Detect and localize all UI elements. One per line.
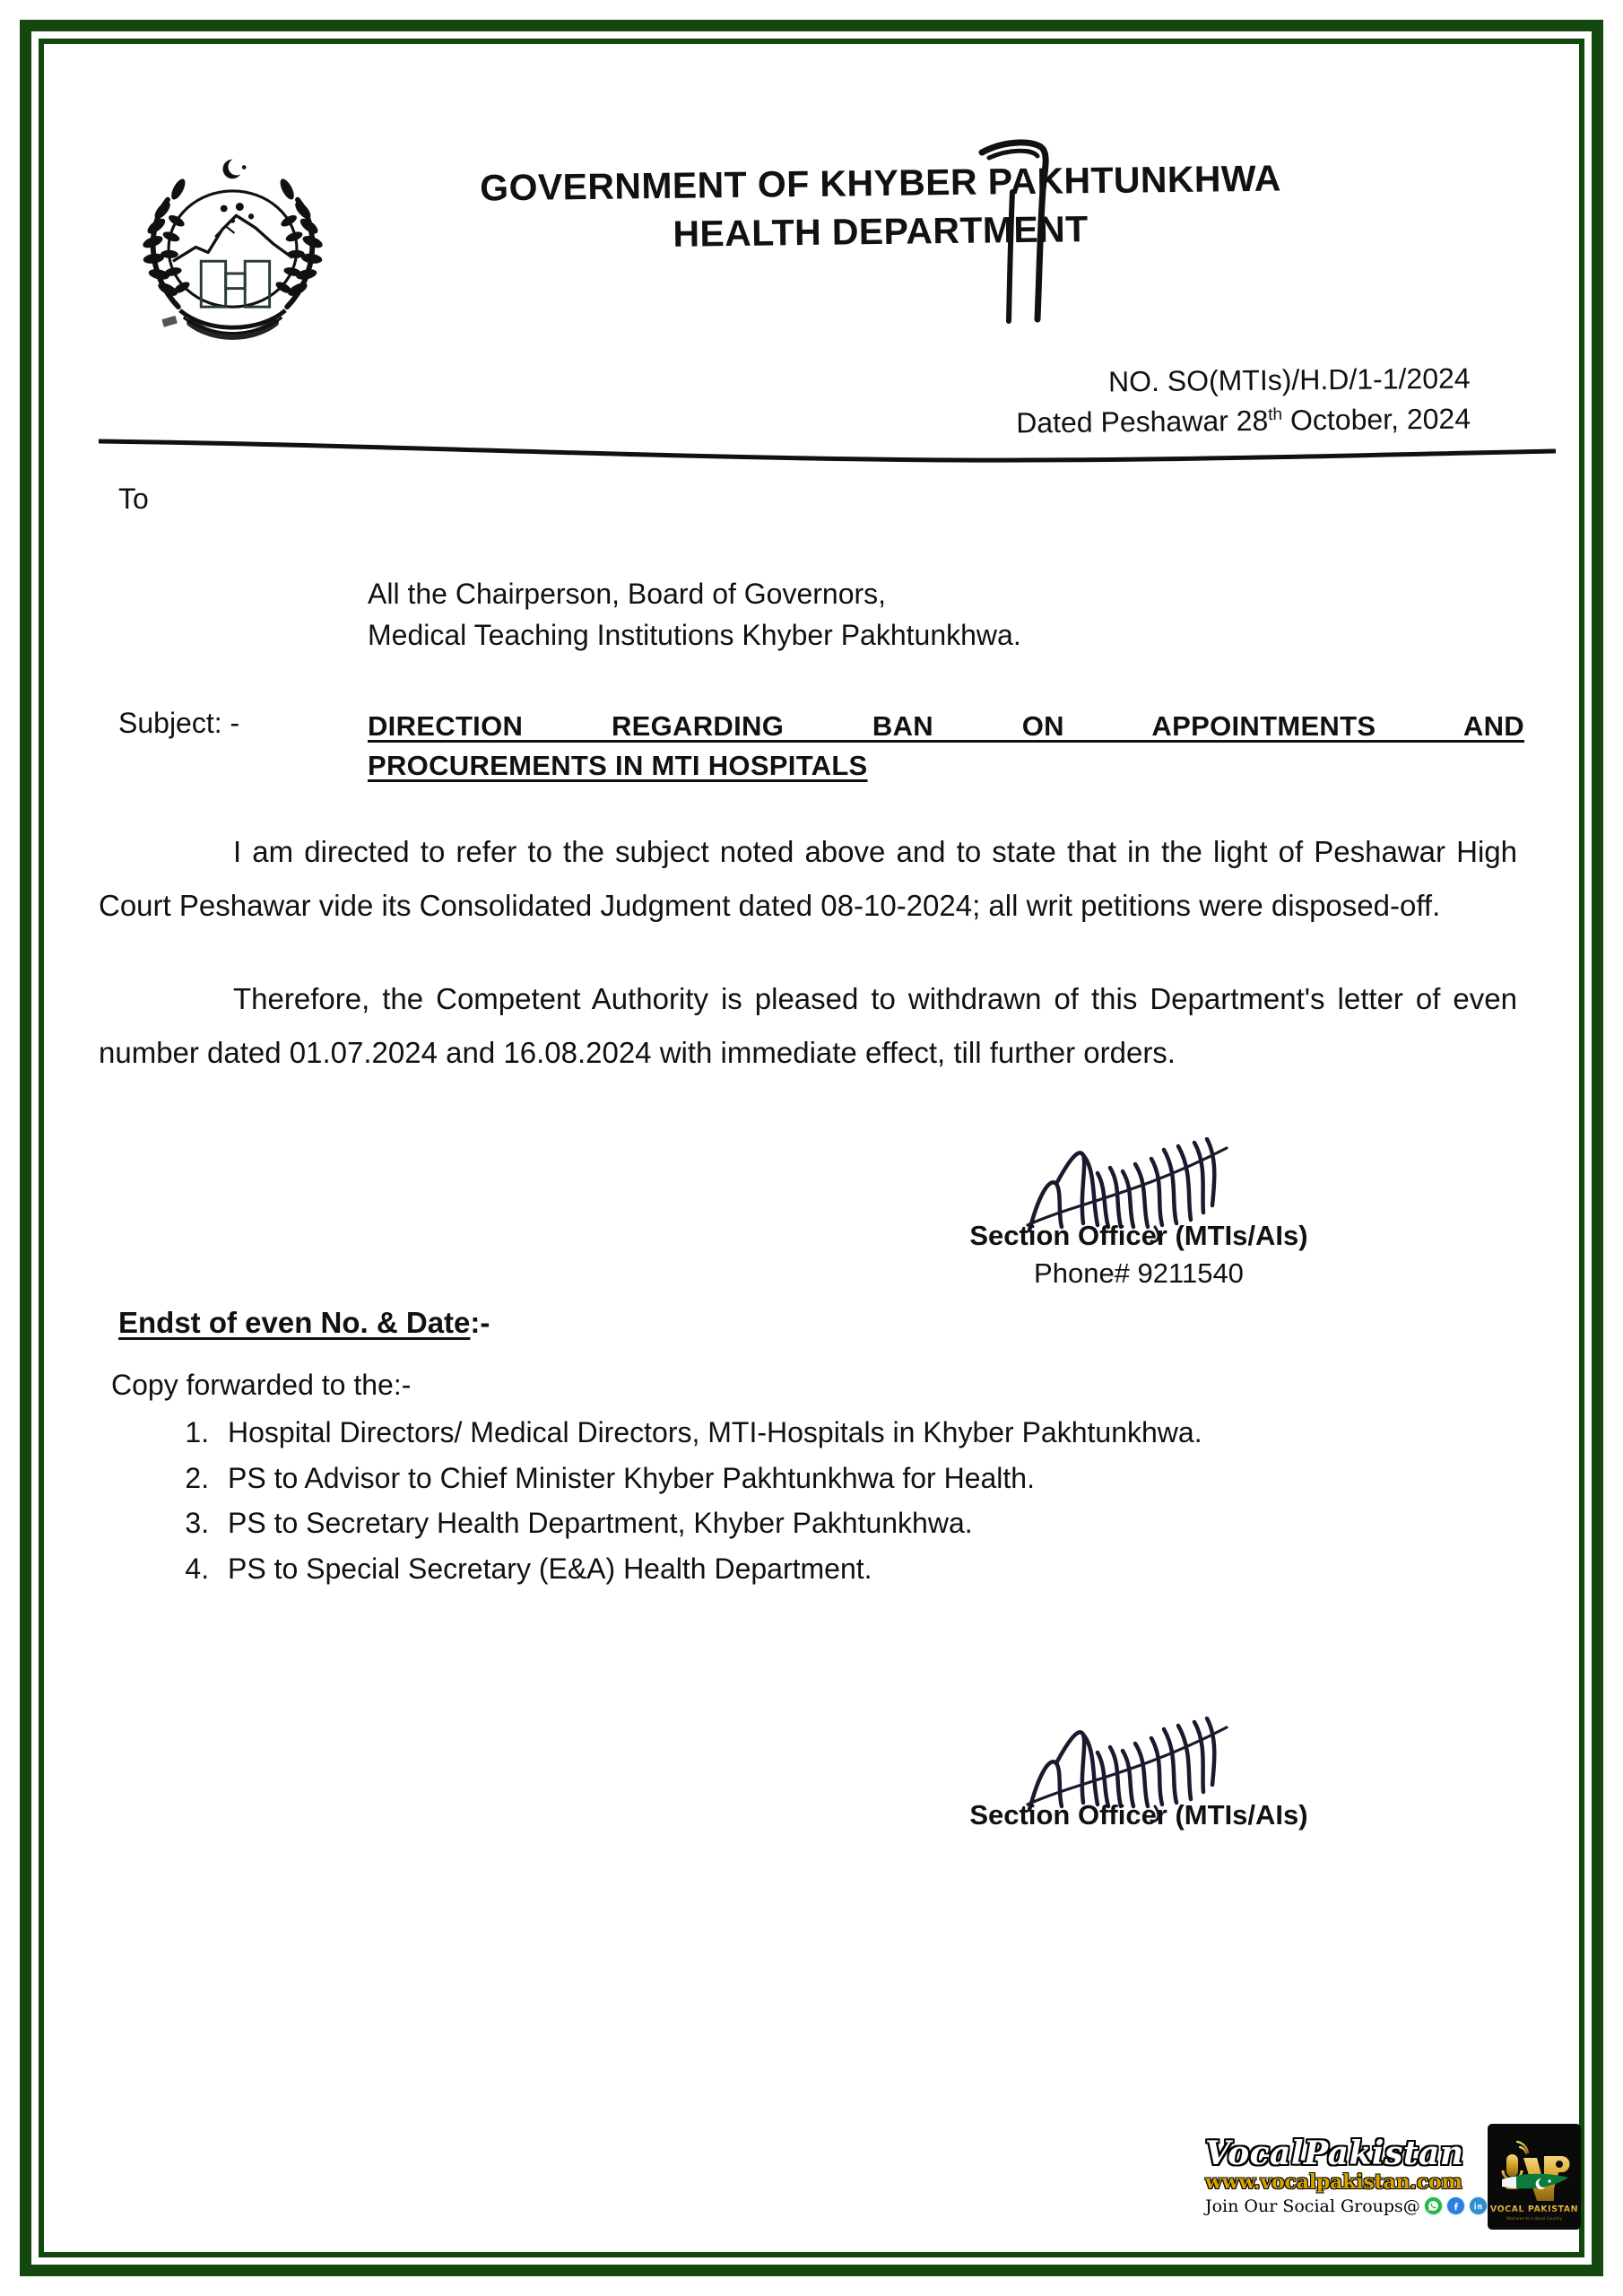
government-title: [432, 157, 1329, 256]
list-item: 4. PS to Special Secretary (E&A) Health Department.: [217, 1547, 1524, 1591]
addressee-line1: All the Chairperson, Board of Governors,: [368, 578, 887, 610]
subject-line2: PROCUREMENTS IN MTI HOSPITALS: [368, 749, 868, 781]
body-paragraph-1: I am directed to refer to the subject noted above and to state that in the light of Peshawar High Court Peshawar vide its Consolidated Judgment dated 08-10-2024; all writ petitions were disposed-off.: [99, 834, 1517, 922]
document-header: [56, 56, 1567, 439]
vocal-pakistan-watermark: [1200, 2124, 1578, 2230]
government-emblem-icon: [127, 145, 338, 356]
document-date-suffix: October, 2024: [1282, 403, 1471, 438]
subject-row: [99, 707, 1524, 786]
government-title-line2: HEALTH DEPARTMENT: [673, 208, 1089, 256]
body-paragraph-2: Therefore, the Competent Authority is pleased to withdrawn of this Department's letter of even number dated 01.07.2024 and 16.08.2024 with immediate effect, till further orders.: [99, 981, 1517, 1069]
copy-forwarded-label: Copy forwarded to the:-: [111, 1369, 412, 1401]
watermark-text-block: [1200, 2124, 1488, 2230]
list-item: 3. PS to Secretary Health Department, Khyber Pakhtunkhwa.: [217, 1501, 1524, 1545]
vocal-pakistan-logo-icon: [1488, 2124, 1581, 2230]
facebook-icon[interactable]: [1446, 2196, 1465, 2215]
document-sheet: [56, 56, 1578, 2240]
addressee-block: [368, 573, 1524, 657]
signature-block-secondary: [99, 1717, 1524, 1878]
svg-text:Welcome to a Vocal Country: Welcome to a Vocal Country: [1506, 2217, 1562, 2222]
reference-number: NO. SO(MTIs)/H.D/1-1/2024: [1107, 361, 1471, 398]
signatory-designation-secondary: Section Officer (MTIs/AIs): [969, 1798, 1308, 1831]
signatory-designation-primary: Section Officer (MTIs/AIs): [969, 1220, 1308, 1251]
watermark-brand: VocalPakistan: [1205, 2135, 1464, 2173]
svg-text:VOCAL PAKISTAN: VOCAL PAKISTAN: [1489, 2205, 1578, 2214]
government-title-line1: GOVERNMENT OF KHYBER PAKHTUNKHWA: [479, 157, 1282, 209]
copy-forwarded-list: [99, 1411, 1524, 1591]
reference-block: [1016, 359, 1471, 445]
linkedin-icon[interactable]: [1469, 2196, 1488, 2215]
endorsement-heading-underlined: Endst of even No. & Date: [118, 1306, 471, 1339]
list-item: 1. Hospital Directors/ Medical Directors, MTI-Hospitals in Khyber Pakhtunkhwa.: [217, 1411, 1524, 1455]
subject-label: Subject: -: [118, 706, 240, 739]
endorsement-heading-suffix: :-: [470, 1306, 490, 1339]
to-label: To: [118, 483, 149, 515]
signature-block-primary: [99, 1137, 1524, 1299]
watermark-social-row: [1205, 2196, 1488, 2216]
subject-text: [368, 707, 1524, 786]
addressee-line2: Medical Teaching Institutions Khyber Pakhtunkhwa.: [368, 619, 1021, 652]
header-divider-rule: [99, 436, 1556, 466]
endorsement-heading: [118, 1306, 1524, 1340]
document-body: [56, 468, 1567, 1878]
watermark-url[interactable]: www.vocalpakistan.com: [1205, 2170, 1462, 2195]
watermark-social-label: Join Our Social Groups@: [1205, 2196, 1420, 2216]
list-item: 2. PS to Advisor to Chief Minister Khyber Pakhtunkhwa for Health.: [217, 1457, 1524, 1500]
whatsapp-icon[interactable]: [1424, 2196, 1443, 2215]
subject-line1: DIRECTION REGARDING BAN ON APPOINTMENTS AND: [368, 709, 1524, 742]
signatory-phone: Phone# 9211540: [1034, 1257, 1244, 1289]
document-date-ordinal: th: [1268, 405, 1283, 425]
document-date-prefix: Dated Peshawar 28: [1016, 404, 1269, 439]
